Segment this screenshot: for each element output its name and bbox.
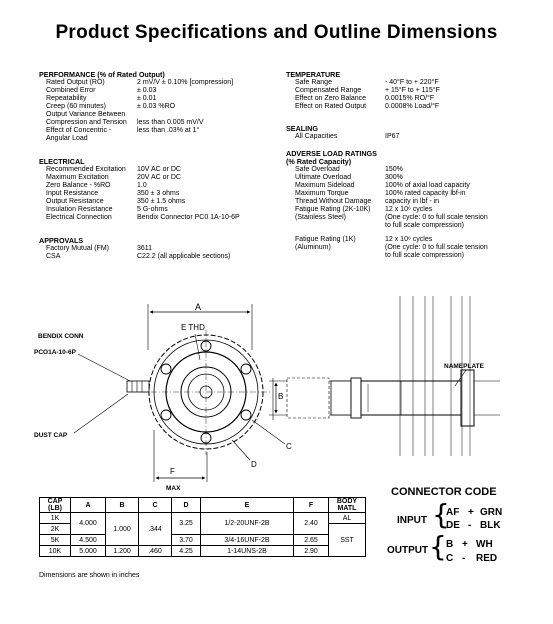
spec-value: 10V AC or DC <box>137 166 181 173</box>
spec-value: to full scale compression) <box>385 252 464 259</box>
spec-label: Compression and Tension <box>46 119 127 126</box>
connector-body <box>127 381 149 392</box>
dim-label-d: D <box>251 460 257 469</box>
spec-value: (One cycle: 0 to full scale tension <box>385 214 488 221</box>
spec-value: capacity in lbf - in <box>385 198 440 205</box>
table-cell: 3/4-16UNF-2B <box>201 535 294 546</box>
table-cell: 10K <box>40 546 71 557</box>
leader-bendix <box>78 354 130 381</box>
spec-label: Output Variance Between <box>46 111 126 118</box>
dim-label-e: E THD <box>181 323 205 332</box>
spec-label: Ultimate Overload <box>295 174 352 181</box>
dim-label-c: C <box>286 442 292 451</box>
pin-color: RED <box>476 553 498 564</box>
pin-row <box>446 553 453 564</box>
spec-value: ± 0.03 %RO <box>137 103 176 110</box>
spec-value: 20V AC or DC <box>137 174 181 181</box>
spec-value: ± 0.01 <box>137 95 157 102</box>
spec-label: Electrical Connection <box>46 214 112 221</box>
pin-id: AF <box>446 507 460 518</box>
spec-label: Angular Load <box>46 135 88 142</box>
table-row <box>40 513 366 524</box>
spec-label: Zero Balance - %RO <box>46 182 111 189</box>
table-cell: 1.200 <box>106 546 139 557</box>
spec-label: CSA <box>46 253 61 260</box>
adverse-heading: ADVERSE LOAD RATINGS <box>286 149 377 158</box>
spec-value: (One cycle: 0 to full scale tension <box>385 244 488 251</box>
connector-title: CONNECTOR CODE <box>391 486 497 498</box>
leader-e <box>195 334 200 360</box>
spec-label: Input Resistance <box>46 190 99 197</box>
table-cell: 1.000 <box>106 513 139 546</box>
spec-value: 1.0 <box>137 182 147 189</box>
output-label: OUTPUT <box>387 545 429 556</box>
bendix-label-2: PCO1A-10-6P <box>34 349 76 356</box>
output-brace-icon: { <box>429 530 447 563</box>
spec-label: Recommended Excitation <box>46 166 126 173</box>
spec-value: IP67 <box>385 133 400 140</box>
spec-label: Maximum Sideload <box>295 182 355 189</box>
pin-sign: + <box>468 507 474 518</box>
spec-label: Rated Output (RO) <box>46 79 105 86</box>
bendix-label-1: BENDIX CONN <box>38 333 84 340</box>
table-cell: 5.000 <box>71 546 106 557</box>
spec-value: 100% of axial load capacity <box>385 182 470 189</box>
side-view <box>269 370 500 426</box>
spec-value: 3611 <box>137 245 153 252</box>
outline-drawing <box>0 290 553 500</box>
spec-label: Repeatability <box>46 95 87 102</box>
spec-label: (Aluminum) <box>295 244 331 251</box>
nameplate-label: NAMEPLATE <box>444 363 484 370</box>
spec-label: Effect on Zero Balance <box>295 95 367 102</box>
spec-label: Creep (60 minutes) <box>46 103 106 110</box>
table-header: CAP (LB) <box>40 498 71 513</box>
table-cell: .344 <box>139 513 172 546</box>
table-header: C <box>139 498 172 513</box>
spec-label: Maximum Excitation <box>46 174 109 181</box>
dim-label-max: MAX <box>166 485 181 492</box>
spec-value: 2 mV/V ± 0.10% [compression] <box>137 79 234 86</box>
table-cell: 2.65 <box>294 535 329 546</box>
pin-row <box>446 520 460 531</box>
table-cell: 5K <box>40 535 71 546</box>
spec-label: Effect of Concentric - <box>46 127 112 134</box>
spec-value: 300% <box>385 174 403 181</box>
table-cell: 4.500 <box>71 535 106 546</box>
table-cell: 2.90 <box>294 546 329 557</box>
pin-id: C <box>446 553 454 564</box>
dim-label-b: B <box>278 392 284 401</box>
performance-heading: PERFORMANCE (% of Rated Output) <box>39 70 165 79</box>
pin-id: B <box>446 539 454 550</box>
temperature-heading: TEMPERATURE <box>286 70 341 79</box>
table-cell: 3.25 <box>172 513 201 535</box>
pin-sign: + <box>462 539 468 550</box>
table-cell: SST <box>329 524 366 557</box>
table-cell: 4.000 <box>71 513 106 535</box>
spec-value: 12 x 10⁶ cycles <box>385 206 433 213</box>
electrical-heading: ELECTRICAL <box>39 157 85 166</box>
spec-label: Safe Overload <box>295 166 340 173</box>
spec-value: 5 G-ohms <box>137 206 168 213</box>
spec-value: to full scale compression) <box>385 222 464 229</box>
spec-value: 0.0008% Load/°F <box>385 103 440 110</box>
pin-color: BLK <box>480 520 501 531</box>
spec-value: less than .03% at 1° <box>137 127 200 134</box>
table-header: D <box>172 498 201 513</box>
spec-value: 100% rated capacity lbf-in <box>385 190 466 197</box>
spec-label: Compensated Range <box>295 87 362 94</box>
table-header: B <box>106 498 139 513</box>
table-cell: 1K <box>40 513 71 524</box>
sealing-heading: SEALING <box>286 124 318 133</box>
table-header: A <box>71 498 106 513</box>
spec-label: Effect on Rated Output <box>295 103 367 110</box>
table-cell: 2.40 <box>294 513 329 535</box>
table-cell: 2K <box>40 524 71 535</box>
page-title: Product Specifications and Outline Dimensions <box>55 22 498 43</box>
pin-row <box>446 507 459 518</box>
spec-value: ± 0.03 <box>137 87 157 94</box>
spec-label: All Capacities <box>295 133 338 140</box>
table-header: BODY MATL <box>329 498 366 513</box>
spec-value: C22.2 (all applicable sections) <box>137 253 231 260</box>
dim-label-f: F <box>170 467 175 476</box>
input-label: INPUT <box>397 515 427 526</box>
pin-id: DE <box>446 520 460 531</box>
table-cell: 4.25 <box>172 546 201 557</box>
table-header: F <box>294 498 329 513</box>
spec-label: Output Resistance <box>46 198 104 205</box>
spec-value: Bendix Connector PC0 1A-10-6P <box>137 214 240 221</box>
table-row <box>40 535 366 546</box>
spec-value: 350 ± 1.5 ohms <box>137 198 186 205</box>
table-cell: .460 <box>139 546 172 557</box>
approvals-heading: APPROVALS <box>39 236 84 245</box>
table-header: E <box>201 498 294 513</box>
spec-label: (Stainless Steel) <box>295 214 346 221</box>
spec-value: - 40°F to + 220°F <box>385 79 439 86</box>
spec-label: Combined Error <box>46 87 96 94</box>
dim-label-a: A <box>195 302 202 312</box>
spec-value: 12 x 10⁶ cycles <box>385 236 433 243</box>
spec-label: Factory Mutual (FM) <box>46 245 110 252</box>
spec-value: 150% <box>385 166 403 173</box>
spec-label: Safe Range <box>295 79 332 86</box>
pin-color: GRN <box>480 507 503 518</box>
spec-label: Maximum Torque <box>295 190 349 197</box>
pin-row <box>446 539 453 550</box>
dust-cap-label: DUST CAP <box>34 432 68 439</box>
spec-label: Fatigue Rating (2K-10K) <box>295 206 371 213</box>
table-note: Dimensions are shown in inches <box>39 572 140 579</box>
pin-sign: - <box>468 520 472 531</box>
pin-color: WH <box>476 539 493 550</box>
input-brace-icon: { <box>432 498 450 531</box>
table-cell: 1/2-20UNF-2B <box>201 513 294 535</box>
spec-label: Fatigue Rating (1K) <box>295 236 356 243</box>
spec-value: + 15°F to + 115°F <box>385 87 440 94</box>
spec-label: Thread Without Damage <box>295 198 372 205</box>
table-cell: AL <box>329 513 366 524</box>
pin-sign: - <box>462 553 466 564</box>
leader-d <box>232 440 250 460</box>
spec-value: 350 ± 3 ohms <box>137 190 180 197</box>
leader-dust-cap <box>74 394 128 433</box>
adverse-subheading: (% Rated Capacity) <box>286 157 352 166</box>
table-cell: 1-14UNS-2B <box>201 546 294 557</box>
dimension-table <box>39 497 366 557</box>
reference-lines <box>400 296 470 456</box>
spec-label: Insulation Resistance <box>46 206 113 213</box>
table-cell: 3.70 <box>172 535 201 546</box>
spec-value: 0.0015% RO/°F <box>385 95 435 102</box>
spec-value: less than 0.005 mV/V <box>137 119 204 126</box>
table-row <box>40 546 366 557</box>
leader-c <box>252 420 285 444</box>
